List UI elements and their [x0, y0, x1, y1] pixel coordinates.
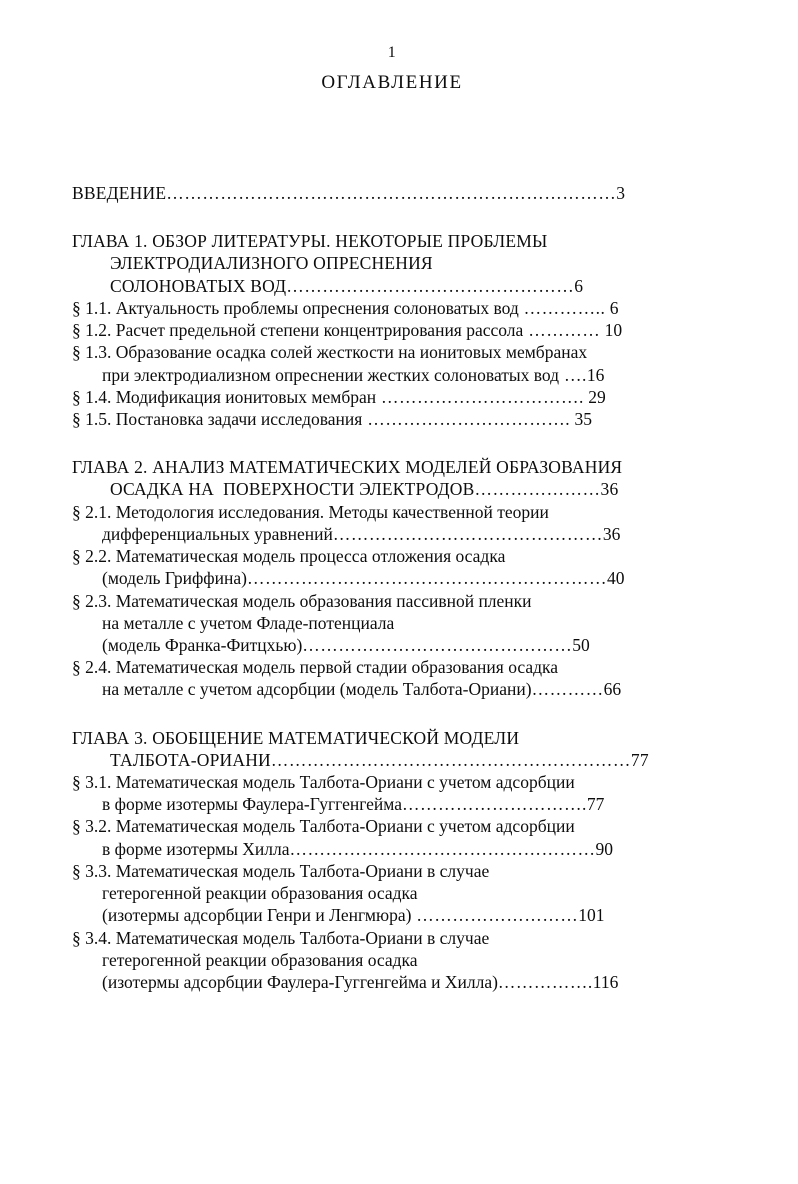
toc-page-number: 40: [606, 568, 625, 589]
toc-entry-text: ЭЛЕКТРОДИАЛИЗНОГО ОПРЕСНЕНИЯ: [110, 253, 433, 274]
toc-entry-line: [72, 545, 712, 567]
toc-page-number: 116: [592, 972, 619, 992]
toc-leader-dots: ……………………………………………………: [270, 749, 631, 770]
toc-entry-text: на металле с учетом адсорбции (модель Талбота-Ориани): [102, 679, 532, 700]
toc-entry-line: [72, 882, 712, 904]
toc-entry-text: § 1.4. Модификация ионитовых мембран: [72, 386, 377, 407]
toc-entry-line: [72, 567, 712, 589]
toc-page-number: 6: [605, 297, 619, 318]
toc-page-number: 3: [616, 183, 626, 203]
toc-leader-dots: ……………………………………………………: [246, 568, 607, 589]
toc-entry[interactable]: [72, 815, 712, 859]
toc-entry-line: [72, 971, 712, 993]
toc-entry-line: [72, 341, 712, 363]
toc-entry[interactable]: [72, 860, 712, 927]
toc-leader-dots: ………………………………………: [332, 523, 603, 544]
toc-entry-text: (изотермы адсорбции Фаулера-Гуггенгейма и Хилла): [102, 972, 498, 992]
toc-entry-line: [72, 634, 712, 656]
toc-leader-dots: …………: [523, 320, 601, 341]
toc-leader-dots: …………………………….: [362, 408, 571, 429]
toc-entry-text: в форме изотермы Фаулера-Гуггенгейма: [102, 794, 403, 815]
toc-entry-line: [72, 456, 712, 478]
toc-entry-line: [72, 838, 712, 860]
toc-entry[interactable]: [72, 386, 712, 408]
toc-entry-line: [72, 501, 712, 523]
toc-page-number: 29: [583, 386, 606, 407]
toc-leader-dots: ………………………: [411, 905, 579, 926]
toc-entry[interactable]: [72, 341, 712, 385]
toc-entry-text: ГЛАВА 3. ОБОБЩЕНИЕ МАТЕМАТИЧЕСКОЙ МОДЕЛИ: [72, 727, 520, 748]
toc-entry-text: § 2.3. Математическая модель образования пассивной пленки: [72, 590, 532, 611]
toc-page-number: 16: [586, 364, 605, 385]
toc-entry-line: [72, 612, 712, 634]
toc-entry-text: (модель Гриффина): [102, 568, 247, 589]
toc-entry-line: [72, 590, 712, 612]
toc-entry-text: ТАЛБОТА-ОРИАНИ: [110, 749, 271, 770]
toc-entry-line: [72, 386, 712, 408]
toc-entry[interactable]: [72, 297, 712, 319]
toc-entry-text: § 3.2. Математическая модель Талбота-Ориани с учетом адсорбции: [72, 816, 575, 837]
toc-entry-text: гетерогенной реакции образования осадка: [102, 883, 418, 904]
toc-spacer: [72, 430, 712, 456]
toc-entry-text: § 2.1. Методология исследования. Методы качественной теории: [72, 501, 549, 522]
toc-entry[interactable]: [72, 927, 712, 994]
toc-entry[interactable]: [72, 456, 712, 500]
toc-entry-line: [72, 478, 712, 500]
toc-spacer: [72, 204, 712, 230]
toc-entry-line: [72, 949, 712, 971]
toc-page-number: 36: [602, 523, 621, 544]
toc-entry[interactable]: [72, 501, 712, 545]
toc-entry[interactable]: [72, 319, 712, 341]
toc-entry-text: § 2.4. Математическая модель первой стадии образования осадка: [72, 657, 559, 678]
toc-entry-line: [72, 815, 712, 837]
toc-entry-text: дифференциальных уравнений: [102, 523, 333, 544]
table-of-contents: [72, 156, 712, 993]
toc-entry-line: [72, 678, 712, 700]
toc-leader-dots: …………………………………………………………………: [166, 183, 617, 203]
toc-entry-line: [72, 230, 712, 252]
toc-entry-text: (изотермы адсорбции Генри и Ленгмюра): [102, 905, 412, 926]
toc-entry-line: [72, 749, 712, 771]
toc-entry-line: [72, 364, 712, 386]
toc-entry-text: гетерогенной реакции образования осадка: [102, 949, 418, 970]
toc-entry-line: [72, 793, 712, 815]
toc-entry-line: [72, 182, 712, 204]
toc-entry-line: [72, 656, 712, 678]
toc-spacer: [72, 156, 712, 182]
toc-leader-dots: …………………………………………: [286, 275, 575, 296]
toc-entry-text: (модель Франка-Фитцхью): [102, 634, 303, 655]
toc-leader-dots: ……………………………………………: [289, 838, 596, 859]
toc-leader-dots: …………: [531, 679, 604, 700]
toc-entry-text: ВВЕДЕНИЕ: [72, 183, 167, 203]
toc-spacer: [72, 701, 712, 727]
toc-entry-text: § 1.5. Постановка задачи исследования: [72, 408, 363, 429]
toc-page-number: 10: [600, 320, 623, 341]
toc-entry[interactable]: [72, 545, 712, 589]
toc-entry-text: § 1.3. Образование осадка солей жесткости на ионитовых мембранах: [72, 342, 588, 363]
toc-entry[interactable]: [72, 656, 712, 700]
toc-page-number: 66: [603, 679, 622, 700]
page-title: ОГЛАВЛЕНИЕ: [321, 72, 463, 93]
toc-page-number: 77: [630, 749, 649, 770]
toc-entry-text: § 2.2. Математическая модель процесса отложения осадка: [72, 546, 506, 567]
toc-entry-line: [72, 252, 712, 274]
toc-entry[interactable]: [72, 408, 712, 430]
toc-leader-dots: …………………………….: [376, 386, 584, 407]
toc-entry-line: [72, 523, 712, 545]
toc-page-number: 6: [574, 275, 584, 296]
toc-leader-dots: ….: [559, 364, 587, 385]
toc-entry[interactable]: [72, 590, 712, 657]
toc-page-number: 77: [586, 794, 605, 815]
toc-entry[interactable]: [72, 771, 712, 815]
toc-leader-dots: …………….: [497, 972, 593, 992]
toc-page-number: 35: [570, 408, 592, 429]
toc-entry-text: § 3.3. Математическая модель Талбота-Ориани в случае: [72, 860, 490, 881]
toc-leader-dots: ………………………….: [402, 794, 587, 815]
toc-entry-line: [72, 927, 712, 949]
toc-page-number: 50: [572, 634, 590, 655]
toc-leader-dots: …………..: [518, 297, 606, 318]
toc-leader-dots: ………………………………………: [302, 634, 573, 655]
toc-entry-line: [72, 771, 712, 793]
toc-entry-text: § 1.2. Расчет предельной степени концентрирования рассола: [72, 320, 524, 341]
toc-entry-text: ОСАДКА НА ПОВЕРХНОСТИ ЭЛЕКТРОДОВ: [110, 479, 475, 500]
toc-entry-text: § 3.1. Математическая модель Талбота-Ориани с учетом адсорбции: [72, 772, 575, 793]
toc-entry-text: § 1.1. Актуальность проблемы опреснения солоноватых вод: [72, 297, 519, 318]
toc-entry-line: [72, 860, 712, 882]
page-number: 1: [387, 44, 397, 61]
toc-entry-text: ГЛАВА 2. АНАЛИЗ МАТЕМАТИЧЕСКИХ МОДЕЛЕЙ ОБРАЗОВАНИЯ: [72, 457, 623, 478]
toc-entry-text: § 3.4. Математическая модель Талбота-Ориани в случае: [72, 927, 490, 948]
toc-entry-line: [72, 727, 712, 749]
toc-entry-text: ГЛАВА 1. ОБЗОР ЛИТЕРАТУРЫ. НЕКОТОРЫЕ ПРОБЛЕМЫ: [72, 231, 548, 252]
toc-entry-text: на металле с учетом Фладе-потенциала: [102, 612, 395, 633]
toc-page-number: 90: [595, 838, 613, 859]
toc-entry[interactable]: [72, 727, 712, 771]
toc-entry-line: [72, 297, 712, 319]
toc-entry[interactable]: [72, 182, 712, 204]
toc-entry-line: [72, 275, 712, 297]
toc-entry-line: [72, 319, 712, 341]
toc-leader-dots: …………………: [474, 479, 601, 500]
toc-entry-text: при электродиализном опреснении жестких солоноватых вод: [102, 364, 560, 385]
toc-entry-line: [72, 408, 712, 430]
toc-entry-text: в форме изотермы Хилла: [102, 838, 290, 859]
toc-page-number: 36: [600, 479, 619, 500]
toc-entry-text: СОЛОНОВАТЫХ ВОД: [110, 275, 287, 296]
toc-page-number: 101: [578, 905, 605, 926]
toc-entry-line: [72, 904, 712, 926]
toc-entry[interactable]: [72, 230, 712, 297]
